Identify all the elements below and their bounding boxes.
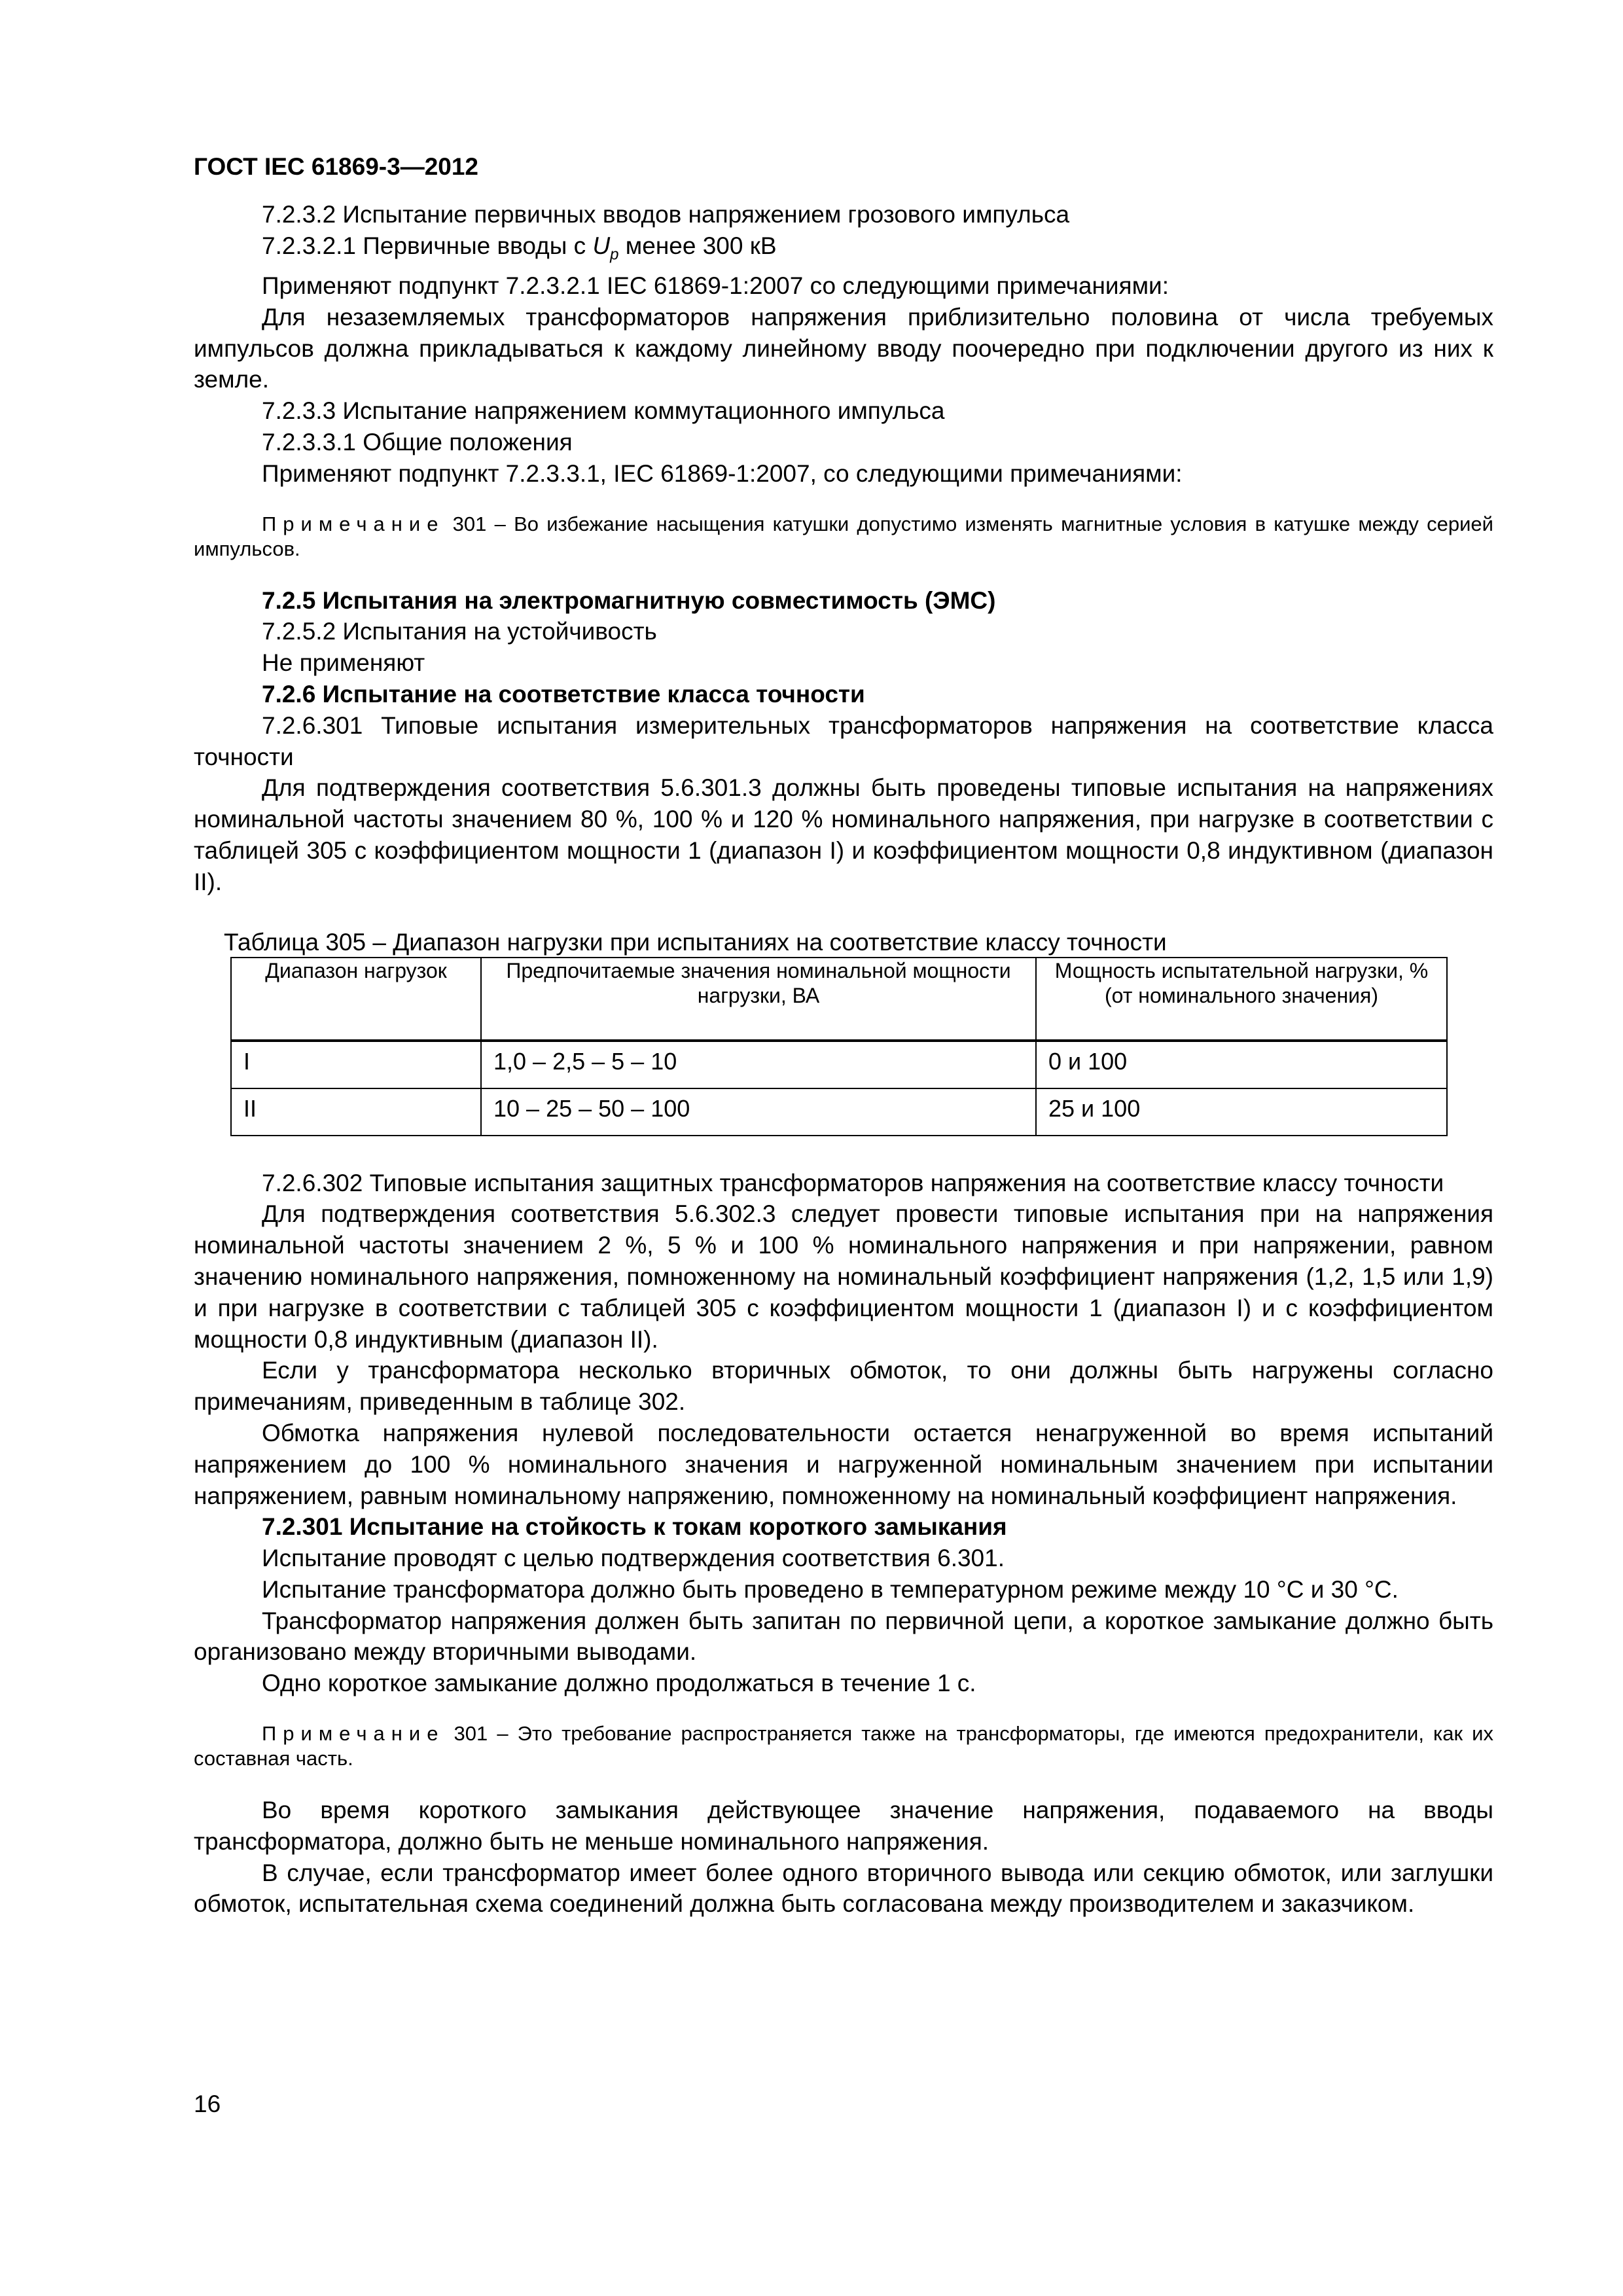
table-305 xyxy=(230,957,1448,1136)
paragraph-voltage-during-short-circuit: Во время короткого замыкания действующее значение напряжения, подаваемого на вводы трансформатора, должно быть не меньше номинального напряжения. xyxy=(194,1797,1493,1855)
note-301-fuses xyxy=(194,1721,1493,1771)
heading-726: 7.2.6 Испытание на соответствие класса точности xyxy=(262,680,865,708)
paragraph-secondary-windings: Если у трансформатора несколько вторичных обмоток, то они должны быть нагружены согласно примечаниям, приведенным в таблице 302. xyxy=(194,1357,1493,1416)
note-301-impulses xyxy=(194,512,1493,562)
paragraph-accuracy-confirmation: Для подтверждения соответствия 5.6.301.3 должны быть проведены типовые испытания на напряжениях номинальной частоты значением 80 %, 100 % и 120 % номинального напряжения, при нагрузке в соответствии с таблицей 305 с коэффициентом мощности 1 (диапазон I) и коэффициентом мощности 0,8 индуктивном (диапазон II). xyxy=(194,774,1493,895)
paragraph-duration: Одно короткое замыкание должно продолжаться в течение 1 с. xyxy=(262,1670,976,1697)
heading-72301: 7.2.301 Испытание на стойкость к токам короткого замыкания xyxy=(262,1513,1007,1541)
page-body xyxy=(194,199,1493,1920)
note-label: Примечание xyxy=(262,512,445,535)
table-cell: 10 – 25 – 50 – 100 xyxy=(481,1088,1036,1136)
header-preferred-values: Предпочитаемые значения номинальной мощности нагрузки, ВА xyxy=(481,958,1036,1041)
table-row xyxy=(231,1041,1447,1088)
clause-7232: 7.2.3.2 Испытание первичных вводов напряжением грозового импульса xyxy=(262,201,1070,228)
clause-726302: 7.2.6.302 Типовые испытания защитных трансформаторов напряжения на соответствие классу точности xyxy=(262,1169,1444,1196)
clause-7252: 7.2.5.2 Испытания на устойчивость xyxy=(262,618,657,645)
paragraph-test-purpose: Испытание проводят с целью подтверждения соответствия 6.301. xyxy=(262,1545,1005,1572)
note-label: Примечание xyxy=(262,1722,445,1746)
table-cell: I xyxy=(231,1041,481,1088)
clause-726301: 7.2.6.301 Типовые испытания измерительных трансформаторов напряжения на соответствие класса точности xyxy=(194,711,1493,770)
apply-subclause-72331: Применяют подпункт 7.2.3.3.1, IEC 61869-1:2007, со следующими примечаниями: xyxy=(262,459,1183,487)
document-code-header: ГОСТ IEC 61869-3—2012 xyxy=(194,153,479,180)
paragraph-zero-sequence: Обмотка напряжения нулевой последовательности остается ненагруженной во время испытаний напряжением до 100 % номинального значения и нагруженной номинальным значением при испытании напряжением, равным номинальному напряжению, помноженному на номинальный коэффициент напряжения. xyxy=(194,1419,1493,1509)
clause-7233: 7.2.3.3 Испытание напряжением коммутационного импульса xyxy=(262,397,945,425)
table-cell: 1,0 – 2,5 – 5 – 10 xyxy=(481,1041,1036,1088)
header-load-range: Диапазон нагрузок xyxy=(231,958,481,1041)
paragraph-unearthed-transformers: Для незаземляемых трансформаторов напряжения приблизительно половина от числа требуемых импульсов должна прикладываться к каждому линейному вводу поочередно при подключении другого из них к земле. xyxy=(194,303,1493,393)
clause-72321: 7.2.3.2.1 Первичные вводы с $U_p$ менее 300 кВ xyxy=(262,232,777,264)
paragraph-multiple-outputs: В случае, если трансформатор имеет более одного вторичного вывода или секцию обмоток, или заглушки обмоток, испытательная схема соединений должна быть согласована между производителем и заказчиком. xyxy=(194,1859,1493,1918)
table-cell: 0 и 100 xyxy=(1036,1041,1447,1088)
page-number: 16 xyxy=(194,2090,221,2117)
note-text: 301 – Это требование распространяется также на трансформаторы, где имеются предохранители, как их составная часть. xyxy=(194,1722,1493,1770)
paragraph-protective-confirmation: Для подтверждения соответствия 5.6.302.3 следует провести типовые испытания при на напряжения номинальной частоты значением 2 %, 5 % и 100 % номинального напряжения и при напряжении, равном значению номинального напряжения, помноженному на номинальный коэффициент напряжения (1,2, 1,5 или 1,9) и при нагрузке в соответствии с таблицей 305 с коэффициентом мощности 1 (диапазон I) и с коэффициентом мощности 0,8 индуктивным (диапазон II). xyxy=(194,1200,1493,1353)
table-cell: 25 и 100 xyxy=(1036,1088,1447,1136)
table-cell: II xyxy=(231,1088,481,1136)
table-header-row xyxy=(231,958,1447,1041)
paragraph-temperature: Испытание трансформатора должно быть проведено в температурном режиме между 10 °С и 30 °С. xyxy=(262,1575,1399,1603)
table-row xyxy=(231,1088,1447,1136)
table-305-caption: Таблица 305 – Диапазон нагрузки при испытаниях на соответствие классу точности xyxy=(224,928,1167,956)
heading-725: 7.2.5 Испытания на электромагнитную совместимость (ЭМС) xyxy=(262,586,996,614)
clause-72331: 7.2.3.3.1 Общие положения xyxy=(262,428,573,456)
apply-subclause-72321: Применяют подпункт 7.2.3.2.1 IEC 61869-1:2007 со следующими примечаниями: xyxy=(262,272,1169,299)
paragraph-supply-circuit: Трансформатор напряжения должен быть запитан по первичной цепи, а короткое замыкание должно быть организовано между вторичными выводами. xyxy=(194,1607,1493,1666)
header-test-load-power: Мощность испытательной нагрузки, % (от номинального значения) xyxy=(1036,958,1447,1041)
not-applied: Не применяют xyxy=(262,649,425,677)
note-text: 301 – Во избежание насыщения катушки допустимо изменять магнитные условия в катушке между серией импульсов. xyxy=(194,512,1493,560)
